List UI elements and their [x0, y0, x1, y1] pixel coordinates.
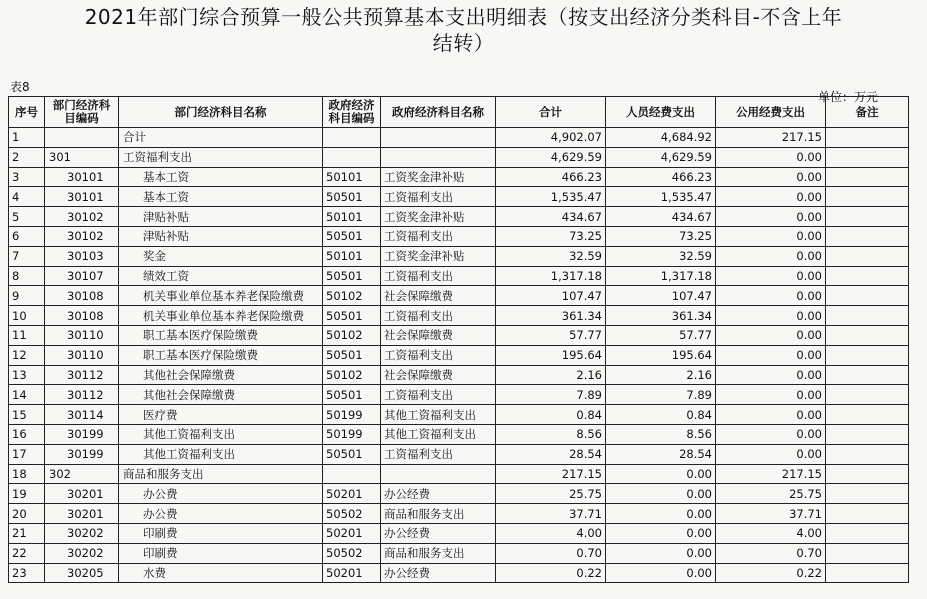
- cell-gov-name: 工资福利支出: [381, 385, 496, 405]
- cell-seq: 6: [9, 226, 45, 246]
- cell-total: 434.67: [496, 207, 606, 227]
- cell-personnel: 7.89: [606, 385, 716, 405]
- page-title: [0, 4, 927, 56]
- cell-seq: 2: [9, 147, 45, 167]
- cell-personnel: 4,629.59: [606, 147, 716, 167]
- cell-personnel: 434.67: [606, 207, 716, 227]
- cell-seq: 1: [9, 128, 45, 148]
- cell-seq: 9: [9, 286, 45, 306]
- cell-dept-code: 30108: [45, 306, 119, 326]
- cell-seq: 7: [9, 246, 45, 266]
- cell-dept-code: 30102: [45, 207, 119, 227]
- cell-dept-code: 30107: [45, 266, 119, 286]
- cell-personnel: 57.77: [606, 325, 716, 345]
- cell-dept-code: [45, 128, 119, 148]
- cell-total: 32.59: [496, 246, 606, 266]
- cell-remark: [826, 504, 909, 524]
- table-row: [9, 504, 909, 524]
- cell-dept-code: 30202: [45, 523, 119, 543]
- cell-public: 0.00: [716, 424, 826, 444]
- cell-personnel: 1,535.47: [606, 187, 716, 207]
- cell-gov-name: 工资福利支出: [381, 187, 496, 207]
- header-personnel: 人员经费支出: [606, 97, 716, 128]
- cell-gov-name: 其他工资福利支出: [381, 424, 496, 444]
- cell-dept-code: 30199: [45, 424, 119, 444]
- cell-total: 0.70: [496, 543, 606, 563]
- cell-dept-code: 30110: [45, 345, 119, 365]
- cell-gov-code: 50101: [323, 167, 381, 187]
- cell-gov-code: 50502: [323, 504, 381, 524]
- cell-total: 57.77: [496, 325, 606, 345]
- table-row: [9, 226, 909, 246]
- cell-seq: 13: [9, 365, 45, 385]
- unit-label: 单位：万元: [818, 90, 879, 104]
- cell-dept-code: 30201: [45, 504, 119, 524]
- cell-remark: [826, 266, 909, 286]
- cell-seq: 12: [9, 345, 45, 365]
- cell-gov-code: [323, 128, 381, 148]
- header-total: 合计: [496, 97, 606, 128]
- cell-personnel: 361.34: [606, 306, 716, 326]
- cell-personnel: 107.47: [606, 286, 716, 306]
- cell-gov-name: 办公经费: [381, 563, 496, 583]
- cell-dept-code: 302: [45, 464, 119, 484]
- cell-remark: [826, 424, 909, 444]
- cell-personnel: 4,684.92: [606, 128, 716, 148]
- cell-personnel: 0.00: [606, 484, 716, 504]
- cell-dept-name: 医疗费: [119, 405, 323, 425]
- cell-gov-name: 社会保障缴费: [381, 325, 496, 345]
- cell-dept-name: 奖金: [119, 246, 323, 266]
- cell-public: 4.00: [716, 523, 826, 543]
- cell-dept-code: 30101: [45, 167, 119, 187]
- cell-dept-name: 机关事业单位基本养老保险缴费: [119, 286, 323, 306]
- cell-public: 0.00: [716, 385, 826, 405]
- cell-remark: [826, 226, 909, 246]
- cell-public: 217.15: [716, 464, 826, 484]
- cell-seq: 14: [9, 385, 45, 405]
- cell-total: 1,317.18: [496, 266, 606, 286]
- cell-gov-name: 办公经费: [381, 484, 496, 504]
- cell-personnel: 0.00: [606, 523, 716, 543]
- table-row: [9, 444, 909, 464]
- cell-dept-code: 30205: [45, 563, 119, 583]
- cell-gov-code: 50501: [323, 444, 381, 464]
- cell-gov-code: 50201: [323, 523, 381, 543]
- cell-remark: [826, 484, 909, 504]
- cell-dept-code: 30202: [45, 543, 119, 563]
- cell-total: 195.64: [496, 345, 606, 365]
- cell-dept-name: 其他工资福利支出: [119, 444, 323, 464]
- cell-personnel: 0.84: [606, 405, 716, 425]
- cell-seq: 15: [9, 405, 45, 425]
- cell-public: 0.00: [716, 444, 826, 464]
- cell-dept-code: 30102: [45, 226, 119, 246]
- cell-personnel: 2.16: [606, 365, 716, 385]
- cell-personnel: 0.00: [606, 543, 716, 563]
- cell-personnel: 0.00: [606, 563, 716, 583]
- table-row: [9, 147, 909, 167]
- cell-public: 0.00: [716, 405, 826, 425]
- table-row: [9, 405, 909, 425]
- cell-seq: 22: [9, 543, 45, 563]
- cell-personnel: 73.25: [606, 226, 716, 246]
- cell-total: 2.16: [496, 365, 606, 385]
- cell-dept-code: 30201: [45, 484, 119, 504]
- cell-remark: [826, 523, 909, 543]
- cell-dept-code: 30110: [45, 325, 119, 345]
- cell-total: 8.56: [496, 424, 606, 444]
- cell-public: 0.00: [716, 246, 826, 266]
- cell-dept-code: 30103: [45, 246, 119, 266]
- cell-personnel: 466.23: [606, 167, 716, 187]
- cell-gov-name: 工资奖金津补贴: [381, 246, 496, 266]
- cell-remark: [826, 543, 909, 563]
- header-remark: 备注: [826, 97, 909, 128]
- cell-seq: 21: [9, 523, 45, 543]
- cell-seq: 20: [9, 504, 45, 524]
- cell-remark: [826, 207, 909, 227]
- cell-total: 25.75: [496, 484, 606, 504]
- cell-seq: 16: [9, 424, 45, 444]
- cell-gov-code: 50102: [323, 286, 381, 306]
- cell-seq: 17: [9, 444, 45, 464]
- table-row: [9, 345, 909, 365]
- cell-total: 466.23: [496, 167, 606, 187]
- cell-remark: [826, 444, 909, 464]
- cell-remark: [826, 464, 909, 484]
- table-number: 表8: [10, 80, 30, 94]
- table-row: [9, 246, 909, 266]
- cell-public: 0.00: [716, 207, 826, 227]
- cell-public: 0.00: [716, 325, 826, 345]
- cell-dept-name: 其他工资福利支出: [119, 424, 323, 444]
- cell-public: 0.00: [716, 345, 826, 365]
- header-dept-name: 部门经济科目名称: [119, 97, 323, 128]
- cell-seq: 10: [9, 306, 45, 326]
- cell-remark: [826, 563, 909, 583]
- cell-public: 0.00: [716, 286, 826, 306]
- cell-seq: 11: [9, 325, 45, 345]
- cell-total: 217.15: [496, 464, 606, 484]
- cell-gov-code: 50501: [323, 345, 381, 365]
- cell-dept-name: 津贴补贴: [119, 226, 323, 246]
- cell-dept-name: 办公费: [119, 504, 323, 524]
- cell-seq: 5: [9, 207, 45, 227]
- table-row: [9, 523, 909, 543]
- cell-gov-name: [381, 128, 496, 148]
- cell-total: 4,629.59: [496, 147, 606, 167]
- cell-seq: 19: [9, 484, 45, 504]
- cell-dept-name: 办公费: [119, 484, 323, 504]
- cell-public: 0.22: [716, 563, 826, 583]
- cell-remark: [826, 128, 909, 148]
- table-row: [9, 563, 909, 583]
- cell-total: 361.34: [496, 306, 606, 326]
- cell-gov-name: 工资福利支出: [381, 444, 496, 464]
- cell-dept-code: 301: [45, 147, 119, 167]
- cell-gov-code: 50199: [323, 424, 381, 444]
- cell-remark: [826, 147, 909, 167]
- cell-personnel: 0.00: [606, 464, 716, 484]
- cell-total: 73.25: [496, 226, 606, 246]
- cell-total: 107.47: [496, 286, 606, 306]
- cell-personnel: 8.56: [606, 424, 716, 444]
- cell-seq: 18: [9, 464, 45, 484]
- cell-dept-code: 30199: [45, 444, 119, 464]
- table-row: [9, 325, 909, 345]
- cell-public: 217.15: [716, 128, 826, 148]
- cell-remark: [826, 345, 909, 365]
- cell-gov-code: [323, 147, 381, 167]
- cell-total: 1,535.47: [496, 187, 606, 207]
- cell-public: 0.00: [716, 306, 826, 326]
- cell-dept-name: 合计: [119, 128, 323, 148]
- cell-gov-name: 商品和服务支出: [381, 543, 496, 563]
- table-row: [9, 128, 909, 148]
- cell-gov-code: 50101: [323, 207, 381, 227]
- cell-dept-name: 津贴补贴: [119, 207, 323, 227]
- cell-gov-code: [323, 464, 381, 484]
- cell-gov-name: 工资福利支出: [381, 266, 496, 286]
- cell-remark: [826, 246, 909, 266]
- cell-dept-name: 工资福利支出: [119, 147, 323, 167]
- cell-total: 7.89: [496, 385, 606, 405]
- table-row: [9, 424, 909, 444]
- cell-gov-name: [381, 464, 496, 484]
- cell-dept-name: 机关事业单位基本养老保险缴费: [119, 306, 323, 326]
- cell-dept-name: 印刷费: [119, 543, 323, 563]
- header-row: [9, 97, 909, 128]
- cell-gov-name: 其他工资福利支出: [381, 405, 496, 425]
- cell-remark: [826, 286, 909, 306]
- cell-gov-name: 商品和服务支出: [381, 504, 496, 524]
- cell-personnel: 1,317.18: [606, 266, 716, 286]
- cell-gov-code: 50502: [323, 543, 381, 563]
- cell-remark: [826, 325, 909, 345]
- cell-total: 0.22: [496, 563, 606, 583]
- cell-gov-code: 50201: [323, 563, 381, 583]
- cell-remark: [826, 405, 909, 425]
- cell-gov-code: 50501: [323, 226, 381, 246]
- table-row: [9, 167, 909, 187]
- cell-seq: 8: [9, 266, 45, 286]
- cell-personnel: 195.64: [606, 345, 716, 365]
- cell-total: 28.54: [496, 444, 606, 464]
- cell-public: 0.00: [716, 266, 826, 286]
- cell-gov-name: 工资福利支出: [381, 345, 496, 365]
- cell-remark: [826, 306, 909, 326]
- table-row: [9, 187, 909, 207]
- cell-dept-code: 30112: [45, 385, 119, 405]
- cell-dept-name: 商品和服务支出: [119, 464, 323, 484]
- table-row: [9, 365, 909, 385]
- cell-total: 37.71: [496, 504, 606, 524]
- budget-table: [8, 96, 909, 583]
- cell-public: 0.70: [716, 543, 826, 563]
- cell-gov-code: 50201: [323, 484, 381, 504]
- cell-total: 0.84: [496, 405, 606, 425]
- cell-remark: [826, 167, 909, 187]
- header-gov-name: 政府经济科目名称: [381, 97, 496, 128]
- cell-remark: [826, 385, 909, 405]
- cell-gov-code: 50101: [323, 246, 381, 266]
- cell-gov-name: 社会保障缴费: [381, 286, 496, 306]
- cell-public: 37.71: [716, 504, 826, 524]
- cell-dept-code: 30114: [45, 405, 119, 425]
- cell-public: 0.00: [716, 226, 826, 246]
- table-row: [9, 266, 909, 286]
- cell-dept-code: 30101: [45, 187, 119, 207]
- cell-seq: 23: [9, 563, 45, 583]
- cell-gov-name: [381, 147, 496, 167]
- cell-remark: [826, 187, 909, 207]
- header-seq: 序号: [9, 97, 45, 128]
- header-public: 公用经费支出: [716, 97, 826, 128]
- cell-gov-code: 50102: [323, 365, 381, 385]
- cell-seq: 3: [9, 167, 45, 187]
- title-line-2: 结转）: [432, 31, 495, 55]
- cell-public: 0.00: [716, 365, 826, 385]
- cell-gov-code: 50102: [323, 325, 381, 345]
- cell-public: 0.00: [716, 187, 826, 207]
- table-row: [9, 385, 909, 405]
- cell-gov-name: 办公经费: [381, 523, 496, 543]
- cell-dept-name: 绩效工资: [119, 266, 323, 286]
- cell-dept-name: 水费: [119, 563, 323, 583]
- cell-dept-name: 印刷费: [119, 523, 323, 543]
- title-line-1: 2021年部门综合预算一般公共预算基本支出明细表（按支出经济分类科目-不含上年: [84, 5, 843, 29]
- cell-dept-name: 基本工资: [119, 167, 323, 187]
- cell-public: 0.00: [716, 147, 826, 167]
- table-row: [9, 286, 909, 306]
- table-row: [9, 464, 909, 484]
- cell-gov-name: 工资奖金津补贴: [381, 167, 496, 187]
- cell-remark: [826, 365, 909, 385]
- cell-gov-code: 50501: [323, 187, 381, 207]
- cell-public: 25.75: [716, 484, 826, 504]
- cell-dept-name: 基本工资: [119, 187, 323, 207]
- table-row: [9, 306, 909, 326]
- cell-dept-name: 其他社会保障缴费: [119, 385, 323, 405]
- cell-gov-code: 50199: [323, 405, 381, 425]
- header-gov-code: 政府经济科目编码: [323, 97, 381, 128]
- cell-seq: 4: [9, 187, 45, 207]
- table-row: [9, 543, 909, 563]
- cell-gov-code: 50501: [323, 306, 381, 326]
- cell-gov-code: 50501: [323, 266, 381, 286]
- cell-total: 4.00: [496, 523, 606, 543]
- cell-dept-name: 职工基本医疗保险缴费: [119, 345, 323, 365]
- cell-personnel: 0.00: [606, 504, 716, 524]
- cell-gov-code: 50501: [323, 385, 381, 405]
- cell-gov-name: 工资福利支出: [381, 226, 496, 246]
- header-dept-code: 部门经济科目编码: [45, 97, 119, 128]
- cell-dept-code: 30108: [45, 286, 119, 306]
- cell-dept-name: 其他社会保障缴费: [119, 365, 323, 385]
- table-row: [9, 484, 909, 504]
- cell-personnel: 28.54: [606, 444, 716, 464]
- cell-gov-name: 社会保障缴费: [381, 365, 496, 385]
- cell-dept-code: 30112: [45, 365, 119, 385]
- cell-personnel: 32.59: [606, 246, 716, 266]
- cell-total: 4,902.07: [496, 128, 606, 148]
- table-row: [9, 207, 909, 227]
- cell-gov-name: 工资福利支出: [381, 306, 496, 326]
- cell-public: 0.00: [716, 167, 826, 187]
- cell-gov-name: 工资奖金津补贴: [381, 207, 496, 227]
- cell-dept-name: 职工基本医疗保险缴费: [119, 325, 323, 345]
